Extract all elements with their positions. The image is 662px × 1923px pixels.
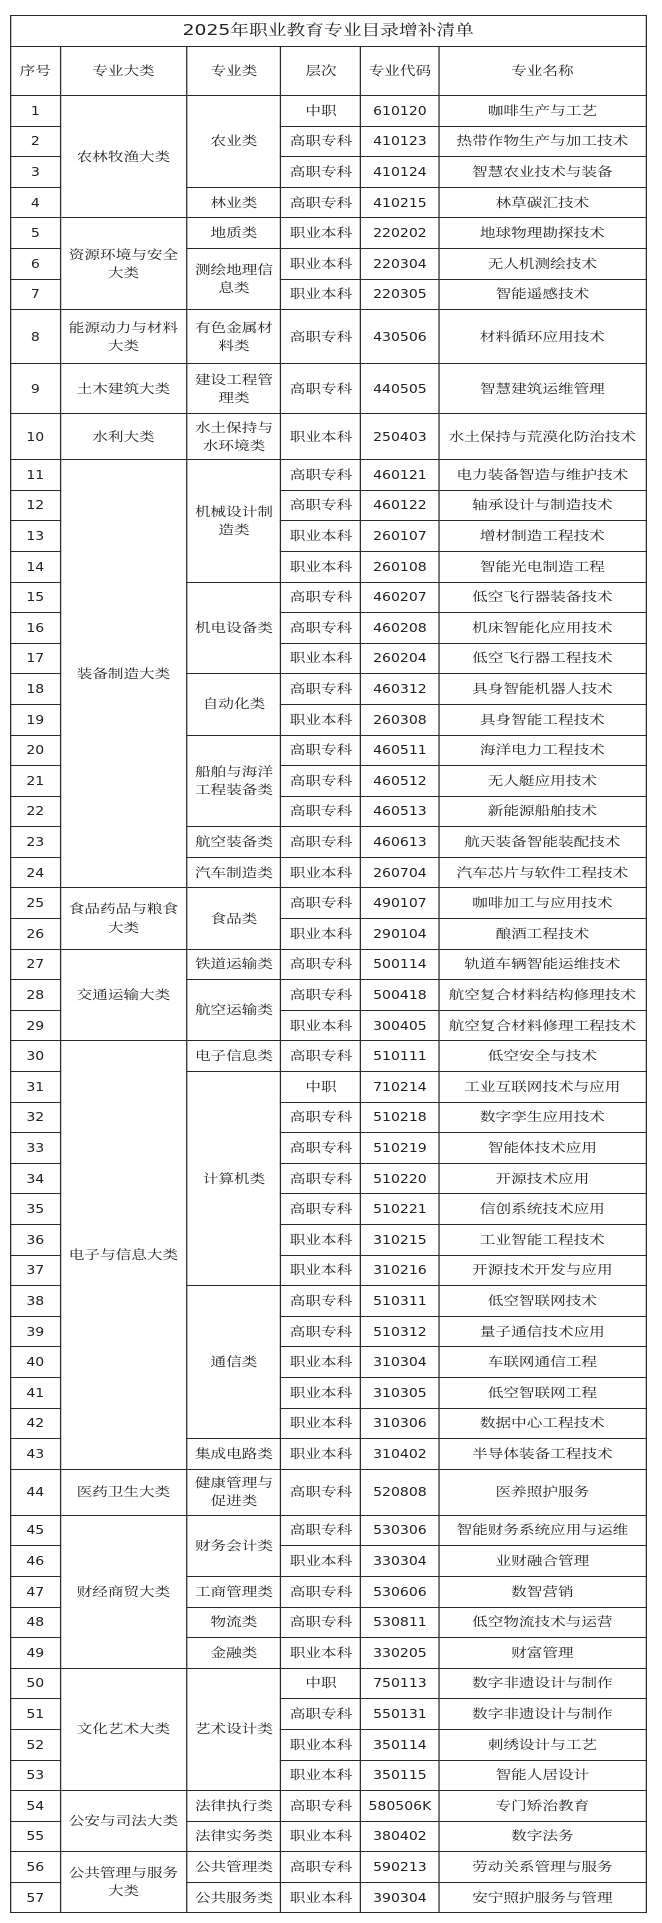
level-cell: 高职专科 (281, 1286, 361, 1317)
major-name-cell: 安宁照护服务与管理 (439, 1882, 646, 1913)
subcategory-cell: 地质类 (187, 218, 281, 249)
subcategory-cell: 机械设计制造类 (187, 460, 281, 582)
level-cell: 高职专科 (281, 796, 361, 827)
major-name-cell: 数字非遗设计与制作 (439, 1699, 646, 1730)
row-number: 28 (11, 980, 60, 1011)
subcategory-cell: 公共管理类 (187, 1852, 281, 1883)
header-row (11, 47, 646, 96)
major-name-cell: 智慧建筑运维管理 (439, 364, 646, 414)
level-cell: 职业本科 (281, 248, 361, 279)
code-cell: 460312 (361, 674, 439, 705)
major-name-cell: 具身智能机器人技术 (439, 674, 646, 705)
table-row (11, 888, 646, 919)
major-name-cell: 开源技术应用 (439, 1163, 646, 1194)
major-name-cell: 低空物流技术与运营 (439, 1607, 646, 1638)
level-cell: 职业本科 (281, 1439, 361, 1470)
header-major-name: 专业名称 (439, 47, 646, 96)
category-cell: 电子与信息大类 (60, 1041, 187, 1469)
row-number: 42 (11, 1408, 60, 1439)
row-number: 39 (11, 1316, 60, 1347)
row-number: 8 (11, 310, 60, 364)
row-number: 25 (11, 888, 60, 919)
code-cell: 380402 (361, 1821, 439, 1852)
row-number: 15 (11, 582, 60, 613)
level-cell: 职业本科 (281, 218, 361, 249)
row-number: 37 (11, 1255, 60, 1286)
table-row (11, 1791, 646, 1822)
code-cell: 330304 (361, 1546, 439, 1577)
major-name-cell: 航空复合材料结构修理技术 (439, 980, 646, 1011)
row-number: 1 (11, 96, 60, 127)
row-number: 2 (11, 126, 60, 157)
level-cell: 高职专科 (281, 1607, 361, 1638)
row-number: 49 (11, 1638, 60, 1669)
code-cell: 300405 (361, 1010, 439, 1041)
code-cell: 250403 (361, 414, 439, 460)
row-number: 24 (11, 857, 60, 888)
table-row (11, 1041, 646, 1072)
code-cell: 310304 (361, 1347, 439, 1378)
major-name-cell: 信创系统技术应用 (439, 1194, 646, 1225)
subcategory-cell: 电子信息类 (187, 1041, 281, 1072)
subcategory-cell: 航空装备类 (187, 827, 281, 858)
table-row (11, 460, 646, 491)
table-row (11, 1852, 646, 1883)
code-cell: 510221 (361, 1194, 439, 1225)
level-cell: 高职专科 (281, 1469, 361, 1515)
level-cell: 高职专科 (281, 364, 361, 414)
level-cell: 高职专科 (281, 827, 361, 858)
row-number: 55 (11, 1821, 60, 1852)
table-title: 2025年职业教育专业目录增补清单 (11, 16, 646, 47)
subcategory-cell: 工商管理类 (187, 1576, 281, 1607)
code-cell: 460513 (361, 796, 439, 827)
subcategory-cell: 测绘地理信息类 (187, 248, 281, 309)
code-cell: 410124 (361, 157, 439, 188)
code-cell: 520808 (361, 1469, 439, 1515)
row-number: 52 (11, 1729, 60, 1760)
level-cell: 职业本科 (281, 414, 361, 460)
level-cell: 高职专科 (281, 490, 361, 521)
code-cell: 430506 (361, 310, 439, 364)
major-name-cell: 咖啡生产与工艺 (439, 96, 646, 127)
major-name-cell: 咖啡加工与应用技术 (439, 888, 646, 919)
code-cell: 350115 (361, 1760, 439, 1791)
table-row (11, 96, 646, 127)
header-level: 层次 (281, 47, 361, 96)
level-cell: 职业本科 (281, 1821, 361, 1852)
table-row (11, 218, 646, 249)
code-cell: 510220 (361, 1163, 439, 1194)
major-name-cell: 车联网通信工程 (439, 1347, 646, 1378)
row-number: 11 (11, 460, 60, 491)
level-cell: 高职专科 (281, 460, 361, 491)
level-cell: 职业本科 (281, 1729, 361, 1760)
subcategory-cell: 有色金属材料类 (187, 310, 281, 364)
row-number: 4 (11, 187, 60, 218)
row-number: 47 (11, 1576, 60, 1607)
code-cell: 550131 (361, 1699, 439, 1730)
subcategory-cell: 水土保持与水环境类 (187, 414, 281, 460)
major-name-cell: 具身智能工程技术 (439, 704, 646, 735)
row-number: 51 (11, 1699, 60, 1730)
row-number: 34 (11, 1163, 60, 1194)
row-number: 32 (11, 1102, 60, 1133)
row-number: 35 (11, 1194, 60, 1225)
row-number: 14 (11, 551, 60, 582)
category-cell: 农林牧渔大类 (60, 96, 187, 218)
major-name-cell: 材料循环应用技术 (439, 310, 646, 364)
level-cell: 高职专科 (281, 1041, 361, 1072)
major-name-cell: 智慧农业技术与装备 (439, 157, 646, 188)
level-cell: 职业本科 (281, 1546, 361, 1577)
row-number: 18 (11, 674, 60, 705)
table-body (11, 96, 646, 1913)
major-name-cell: 低空智联网技术 (439, 1286, 646, 1317)
row-number: 21 (11, 766, 60, 797)
header-category: 专业大类 (60, 47, 187, 96)
category-cell: 水利大类 (60, 414, 187, 460)
level-cell: 职业本科 (281, 1760, 361, 1791)
subcategory-cell: 自动化类 (187, 674, 281, 735)
row-number: 20 (11, 735, 60, 766)
row-number: 54 (11, 1791, 60, 1822)
header-code: 专业代码 (361, 47, 439, 96)
subcategory-cell: 铁道运输类 (187, 949, 281, 980)
code-cell: 410215 (361, 187, 439, 218)
level-cell: 职业本科 (281, 1408, 361, 1439)
code-cell: 260108 (361, 551, 439, 582)
row-number: 46 (11, 1546, 60, 1577)
major-name-cell: 业财融合管理 (439, 1546, 646, 1577)
level-cell: 高职专科 (281, 674, 361, 705)
level-cell: 高职专科 (281, 1576, 361, 1607)
title-row (11, 16, 646, 47)
major-name-cell: 电力装备智造与维护技术 (439, 460, 646, 491)
level-cell: 高职专科 (281, 126, 361, 157)
row-number: 45 (11, 1515, 60, 1546)
table-row (11, 310, 646, 364)
level-cell: 高职专科 (281, 1194, 361, 1225)
level-cell: 高职专科 (281, 613, 361, 644)
code-cell: 590213 (361, 1852, 439, 1883)
code-cell: 290104 (361, 919, 439, 950)
major-name-cell: 工业互联网技术与应用 (439, 1072, 646, 1103)
code-cell: 460512 (361, 766, 439, 797)
major-name-cell: 开源技术开发与应用 (439, 1255, 646, 1286)
level-cell: 职业本科 (281, 1882, 361, 1913)
code-cell: 580506K (361, 1791, 439, 1822)
code-cell: 350114 (361, 1729, 439, 1760)
major-name-cell: 轨道车辆智能运维技术 (439, 949, 646, 980)
major-name-cell: 数据中心工程技术 (439, 1408, 646, 1439)
row-number: 43 (11, 1439, 60, 1470)
table-row (11, 949, 646, 980)
level-cell: 职业本科 (281, 1347, 361, 1378)
row-number: 23 (11, 827, 60, 858)
level-cell: 高职专科 (281, 1515, 361, 1546)
major-name-cell: 智能体技术应用 (439, 1133, 646, 1164)
row-number: 56 (11, 1852, 60, 1883)
subcategory-cell: 航空运输类 (187, 980, 281, 1041)
table-row (11, 364, 646, 414)
level-cell: 职业本科 (281, 643, 361, 674)
code-cell: 510219 (361, 1133, 439, 1164)
major-name-cell: 低空安全与技术 (439, 1041, 646, 1072)
table-row (11, 1515, 646, 1546)
code-cell: 310305 (361, 1377, 439, 1408)
table-row (11, 414, 646, 460)
row-number: 10 (11, 414, 60, 460)
code-cell: 260204 (361, 643, 439, 674)
code-cell: 510311 (361, 1286, 439, 1317)
row-number: 40 (11, 1347, 60, 1378)
row-number: 22 (11, 796, 60, 827)
catalog-table-wrapper (10, 15, 646, 1913)
code-cell: 510111 (361, 1041, 439, 1072)
level-cell: 职业本科 (281, 919, 361, 950)
row-number: 50 (11, 1668, 60, 1699)
code-cell: 530606 (361, 1576, 439, 1607)
category-cell: 文化艺术大类 (60, 1668, 187, 1790)
row-number: 31 (11, 1072, 60, 1103)
subcategory-cell: 法律执行类 (187, 1791, 281, 1822)
subcategory-cell: 艺术设计类 (187, 1668, 281, 1790)
major-name-cell: 林草碳汇技术 (439, 187, 646, 218)
major-name-cell: 数智营销 (439, 1576, 646, 1607)
level-cell: 职业本科 (281, 704, 361, 735)
category-cell: 能源动力与材料大类 (60, 310, 187, 364)
code-cell: 220305 (361, 279, 439, 310)
code-cell: 530811 (361, 1607, 439, 1638)
level-cell: 高职专科 (281, 949, 361, 980)
major-name-cell: 无人机测绘技术 (439, 248, 646, 279)
category-cell: 医药卫生大类 (60, 1469, 187, 1515)
code-cell: 460122 (361, 490, 439, 521)
subcategory-cell: 财务会计类 (187, 1515, 281, 1576)
row-number: 33 (11, 1133, 60, 1164)
subcategory-cell: 通信类 (187, 1286, 281, 1439)
major-name-cell: 智能财务系统应用与运维 (439, 1515, 646, 1546)
code-cell: 460208 (361, 613, 439, 644)
major-name-cell: 航空复合材料修理工程技术 (439, 1010, 646, 1041)
subcategory-cell: 船舶与海洋工程装备类 (187, 735, 281, 827)
subcategory-cell: 健康管理与促进类 (187, 1469, 281, 1515)
major-name-cell: 无人艇应用技术 (439, 766, 646, 797)
category-cell: 财经商贸大类 (60, 1515, 187, 1668)
code-cell: 460121 (361, 460, 439, 491)
level-cell: 职业本科 (281, 551, 361, 582)
level-cell: 职业本科 (281, 1377, 361, 1408)
row-number: 53 (11, 1760, 60, 1791)
level-cell: 职业本科 (281, 1638, 361, 1669)
level-cell: 高职专科 (281, 1699, 361, 1730)
level-cell: 高职专科 (281, 1316, 361, 1347)
level-cell: 职业本科 (281, 521, 361, 552)
row-number: 30 (11, 1041, 60, 1072)
level-cell: 高职专科 (281, 582, 361, 613)
header-no: 序号 (11, 47, 60, 96)
row-number: 36 (11, 1225, 60, 1256)
row-number: 19 (11, 704, 60, 735)
major-name-cell: 工业智能工程技术 (439, 1225, 646, 1256)
catalog-table (10, 15, 646, 1913)
major-name-cell: 低空飞行器工程技术 (439, 643, 646, 674)
code-cell: 460613 (361, 827, 439, 858)
header-subcategory: 专业类 (187, 47, 281, 96)
code-cell: 260308 (361, 704, 439, 735)
major-name-cell: 数字非遗设计与制作 (439, 1668, 646, 1699)
subcategory-cell: 农业类 (187, 96, 281, 188)
row-number: 38 (11, 1286, 60, 1317)
level-cell: 职业本科 (281, 1255, 361, 1286)
major-name-cell: 海洋电力工程技术 (439, 735, 646, 766)
code-cell: 500114 (361, 949, 439, 980)
major-name-cell: 财富管理 (439, 1638, 646, 1669)
code-cell: 310215 (361, 1225, 439, 1256)
category-cell: 资源环境与安全大类 (60, 218, 187, 310)
subcategory-cell: 公共服务类 (187, 1882, 281, 1913)
subcategory-cell: 汽车制造类 (187, 857, 281, 888)
major-name-cell: 增材制造工程技术 (439, 521, 646, 552)
level-cell: 高职专科 (281, 1133, 361, 1164)
level-cell: 高职专科 (281, 157, 361, 188)
table-row (11, 1469, 646, 1515)
code-cell: 390304 (361, 1882, 439, 1913)
major-name-cell: 劳动关系管理与服务 (439, 1852, 646, 1883)
code-cell: 530306 (361, 1515, 439, 1546)
major-name-cell: 智能人居设计 (439, 1760, 646, 1791)
subcategory-cell: 物流类 (187, 1607, 281, 1638)
major-name-cell: 专门矫治教育 (439, 1791, 646, 1822)
row-number: 26 (11, 919, 60, 950)
level-cell: 高职专科 (281, 888, 361, 919)
row-number: 7 (11, 279, 60, 310)
major-name-cell: 医养照护服务 (439, 1469, 646, 1515)
level-cell: 职业本科 (281, 1010, 361, 1041)
category-cell: 土木建筑大类 (60, 364, 187, 414)
level-cell: 高职专科 (281, 1163, 361, 1194)
row-number: 9 (11, 364, 60, 414)
row-number: 13 (11, 521, 60, 552)
code-cell: 500418 (361, 980, 439, 1011)
level-cell: 高职专科 (281, 980, 361, 1011)
code-cell: 310402 (361, 1439, 439, 1470)
level-cell: 中职 (281, 96, 361, 127)
subcategory-cell: 建设工程管理类 (187, 364, 281, 414)
major-name-cell: 低空智联网工程 (439, 1377, 646, 1408)
subcategory-cell: 林业类 (187, 187, 281, 218)
code-cell: 510218 (361, 1102, 439, 1133)
row-number: 17 (11, 643, 60, 674)
major-name-cell: 酿酒工程技术 (439, 919, 646, 950)
category-cell: 公安与司法大类 (60, 1791, 187, 1852)
subcategory-cell: 机电设备类 (187, 582, 281, 674)
row-number: 6 (11, 248, 60, 279)
level-cell: 高职专科 (281, 187, 361, 218)
row-number: 44 (11, 1469, 60, 1515)
row-number: 41 (11, 1377, 60, 1408)
level-cell: 中职 (281, 1072, 361, 1103)
row-number: 12 (11, 490, 60, 521)
code-cell: 610120 (361, 96, 439, 127)
row-number: 5 (11, 218, 60, 249)
major-name-cell: 刺绣设计与工艺 (439, 1729, 646, 1760)
subcategory-cell: 金融类 (187, 1638, 281, 1669)
category-cell: 食品药品与粮食大类 (60, 888, 187, 949)
level-cell: 中职 (281, 1668, 361, 1699)
major-name-cell: 水土保持与荒漠化防治技术 (439, 414, 646, 460)
code-cell: 310216 (361, 1255, 439, 1286)
major-name-cell: 半导体装备工程技术 (439, 1439, 646, 1470)
level-cell: 高职专科 (281, 310, 361, 364)
major-name-cell: 地球物理勘探技术 (439, 218, 646, 249)
subcategory-cell: 法律实务类 (187, 1821, 281, 1852)
code-cell: 310306 (361, 1408, 439, 1439)
subcategory-cell: 计算机类 (187, 1072, 281, 1286)
category-cell: 交通运输大类 (60, 949, 187, 1041)
level-cell: 高职专科 (281, 1852, 361, 1883)
level-cell: 职业本科 (281, 857, 361, 888)
code-cell: 260704 (361, 857, 439, 888)
level-cell: 高职专科 (281, 766, 361, 797)
major-name-cell: 数字法务 (439, 1821, 646, 1852)
major-name-cell: 航天装备智能装配技术 (439, 827, 646, 858)
subcategory-cell: 食品类 (187, 888, 281, 949)
code-cell: 220304 (361, 248, 439, 279)
row-number: 57 (11, 1882, 60, 1913)
code-cell: 490107 (361, 888, 439, 919)
major-name-cell: 轴承设计与制造技术 (439, 490, 646, 521)
row-number: 29 (11, 1010, 60, 1041)
major-name-cell: 量子通信技术应用 (439, 1316, 646, 1347)
category-cell: 装备制造大类 (60, 460, 187, 888)
code-cell: 440505 (361, 364, 439, 414)
code-cell: 710214 (361, 1072, 439, 1103)
code-cell: 220202 (361, 218, 439, 249)
major-name-cell: 新能源船舶技术 (439, 796, 646, 827)
code-cell: 330205 (361, 1638, 439, 1669)
category-cell: 公共管理与服务大类 (60, 1852, 187, 1913)
row-number: 16 (11, 613, 60, 644)
row-number: 27 (11, 949, 60, 980)
level-cell: 职业本科 (281, 1225, 361, 1256)
row-number: 48 (11, 1607, 60, 1638)
major-name-cell: 智能光电制造工程 (439, 551, 646, 582)
row-number: 3 (11, 157, 60, 188)
major-name-cell: 低空飞行器装备技术 (439, 582, 646, 613)
major-name-cell: 智能遥感技术 (439, 279, 646, 310)
major-name-cell: 数字孪生应用技术 (439, 1102, 646, 1133)
subcategory-cell: 集成电路类 (187, 1439, 281, 1470)
code-cell: 410123 (361, 126, 439, 157)
major-name-cell: 汽车芯片与软件工程技术 (439, 857, 646, 888)
code-cell: 260107 (361, 521, 439, 552)
major-name-cell: 热带作物生产与加工技术 (439, 126, 646, 157)
code-cell: 460511 (361, 735, 439, 766)
code-cell: 510312 (361, 1316, 439, 1347)
level-cell: 高职专科 (281, 1102, 361, 1133)
level-cell: 高职专科 (281, 1791, 361, 1822)
code-cell: 460207 (361, 582, 439, 613)
major-name-cell: 机床智能化应用技术 (439, 613, 646, 644)
table-row (11, 1668, 646, 1699)
code-cell: 750113 (361, 1668, 439, 1699)
level-cell: 职业本科 (281, 279, 361, 310)
level-cell: 高职专科 (281, 735, 361, 766)
